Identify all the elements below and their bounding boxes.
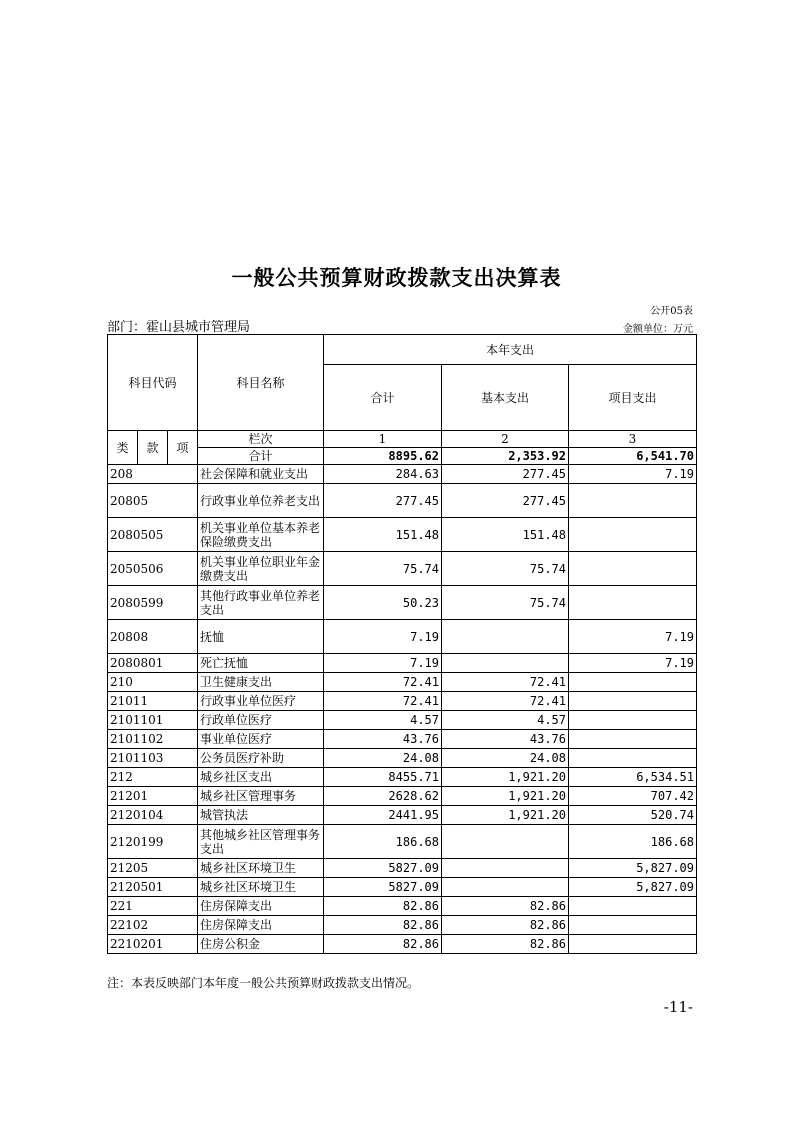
row-code: 20805 [108, 484, 198, 518]
table-row [108, 692, 697, 711]
table-row [108, 806, 697, 825]
row-project [569, 897, 697, 916]
table-row [108, 935, 697, 954]
row-total: 284.63 [324, 465, 442, 484]
row-name: 死亡抚恤 [198, 654, 324, 673]
table-row [108, 552, 697, 586]
header-code: 科目代码 [108, 335, 198, 431]
row-code: 2050506 [108, 552, 198, 586]
row-name: 城管执法 [198, 806, 324, 825]
table-row [108, 484, 697, 518]
row-basic: 82.86 [442, 916, 569, 935]
row-name: 城乡社区环境卫生 [198, 878, 324, 897]
row-name: 住房公积金 [198, 935, 324, 954]
row-basic [442, 620, 569, 654]
row-basic: 75.74 [442, 552, 569, 586]
table-row [108, 620, 697, 654]
row-name: 机关事业单位基本养老保险缴费支出 [198, 518, 324, 552]
row-code: 2120501 [108, 878, 198, 897]
row-total: 151.48 [324, 518, 442, 552]
row-project: 707.42 [569, 787, 697, 806]
row-code: 210 [108, 673, 198, 692]
row-total: 2628.62 [324, 787, 442, 806]
expenditure-table [107, 334, 697, 954]
row-name: 卫生健康支出 [198, 673, 324, 692]
page-number: -11- [663, 998, 693, 1016]
table-row [108, 878, 697, 897]
header-total: 合计 [324, 365, 442, 431]
row-name: 城乡社区环境卫生 [198, 859, 324, 878]
row-name: 住房保障支出 [198, 897, 324, 916]
row-project: 7.19 [569, 620, 697, 654]
row-project [569, 673, 697, 692]
row-basic [442, 878, 569, 897]
row-code: 2210201 [108, 935, 198, 954]
row-name: 行政事业单位养老支出 [198, 484, 324, 518]
row-total: 50.23 [324, 586, 442, 620]
header-name: 科目名称 [198, 335, 324, 431]
row-total: 82.86 [324, 916, 442, 935]
row-code: 21205 [108, 859, 198, 878]
row-project [569, 935, 697, 954]
row-total: 186.68 [324, 825, 442, 859]
row-basic: 82.86 [442, 935, 569, 954]
table-row [108, 586, 697, 620]
row-project: 7.19 [569, 465, 697, 484]
row-code: 212 [108, 768, 198, 787]
row-name: 社会保障和就业支出 [198, 465, 324, 484]
row-total: 82.86 [324, 935, 442, 954]
row-code: 20808 [108, 620, 198, 654]
row-total: 8455.71 [324, 768, 442, 787]
table-row [108, 787, 697, 806]
header-lei: 类 [108, 431, 138, 465]
row-name: 行政单位医疗 [198, 711, 324, 730]
row-project [569, 916, 697, 935]
row-basic: 1,921.20 [442, 768, 569, 787]
row-total: 277.45 [324, 484, 442, 518]
table-row [108, 859, 697, 878]
header-col3: 3 [569, 431, 697, 448]
row-basic: 24.08 [442, 749, 569, 768]
row-basic: 1,921.20 [442, 787, 569, 806]
row-basic: 1,921.20 [442, 806, 569, 825]
row-code: 2080599 [108, 586, 198, 620]
row-code: 2080505 [108, 518, 198, 552]
table-row [108, 897, 697, 916]
row-project: 6,534.51 [569, 768, 697, 787]
row-total: 2441.95 [324, 806, 442, 825]
header-xiang: 项 [168, 431, 198, 465]
row-code: 208 [108, 465, 198, 484]
row-total: 72.41 [324, 673, 442, 692]
row-basic [442, 859, 569, 878]
row-code: 221 [108, 897, 198, 916]
row-total: 7.19 [324, 654, 442, 673]
row-project [569, 730, 697, 749]
row-project: 5,827.09 [569, 878, 697, 897]
row-code: 2120104 [108, 806, 198, 825]
row-code: 2080801 [108, 654, 198, 673]
row-basic [442, 654, 569, 673]
row-name: 事业单位医疗 [198, 730, 324, 749]
table-row [108, 916, 697, 935]
table-row [108, 711, 697, 730]
row-name: 其他城乡社区管理事务支出 [198, 825, 324, 859]
row-basic [442, 825, 569, 859]
row-basic: 43.76 [442, 730, 569, 749]
row-basic: 75.74 [442, 586, 569, 620]
row-project [569, 749, 697, 768]
header-basic: 基本支出 [442, 365, 569, 431]
row-total: 72.41 [324, 692, 442, 711]
row-code: 21011 [108, 692, 198, 711]
header-year-expense: 本年支出 [324, 335, 697, 365]
row-project: 5,827.09 [569, 859, 697, 878]
row-name: 行政事业单位医疗 [198, 692, 324, 711]
row-project [569, 586, 697, 620]
row-code: 2101101 [108, 711, 198, 730]
header-col1: 1 [324, 431, 442, 448]
table-row [108, 730, 697, 749]
table-row [108, 518, 697, 552]
form-number: 公开05表 [650, 306, 693, 317]
row-total: 82.86 [324, 897, 442, 916]
row-name: 城乡社区支出 [198, 768, 324, 787]
table-row [108, 749, 697, 768]
row-project: 520.74 [569, 806, 697, 825]
row-basic: 82.86 [442, 897, 569, 916]
sum-basic: 2,353.92 [442, 448, 569, 465]
row-project [569, 711, 697, 730]
table-row [108, 673, 697, 692]
row-total: 24.08 [324, 749, 442, 768]
row-name: 公务员医疗补助 [198, 749, 324, 768]
row-total: 7.19 [324, 620, 442, 654]
row-code: 21201 [108, 787, 198, 806]
row-total: 5827.09 [324, 859, 442, 878]
row-name: 抚恤 [198, 620, 324, 654]
department-label: 部门：霍山县城市管理局 [107, 320, 251, 335]
row-name: 其他行政事业单位养老支出 [198, 586, 324, 620]
row-project [569, 518, 697, 552]
sum-total: 8895.62 [324, 448, 442, 465]
row-basic: 72.41 [442, 673, 569, 692]
row-project [569, 552, 697, 586]
row-project [569, 692, 697, 711]
header-lanci: 栏次 [198, 431, 324, 448]
table-row [108, 825, 697, 859]
table-row [108, 768, 697, 787]
row-basic: 72.41 [442, 692, 569, 711]
footnote: 注：本表反映部门本年度一般公共预算财政拨款支出情况。 [107, 976, 420, 990]
sum-project: 6,541.70 [569, 448, 697, 465]
row-code: 2101102 [108, 730, 198, 749]
header-project: 项目支出 [569, 365, 697, 431]
row-basic: 4.57 [442, 711, 569, 730]
row-code: 22102 [108, 916, 198, 935]
row-project: 7.19 [569, 654, 697, 673]
row-basic: 277.45 [442, 484, 569, 518]
sum-label: 合计 [198, 448, 324, 465]
page-title: 一般公共预算财政拨款支出决算表 [231, 265, 562, 290]
header-col2: 2 [442, 431, 569, 448]
row-name: 机关事业单位职业年金缴费支出 [198, 552, 324, 586]
row-name: 住房保障支出 [198, 916, 324, 935]
row-code: 2120199 [108, 825, 198, 859]
row-total: 4.57 [324, 711, 442, 730]
row-name: 城乡社区管理事务 [198, 787, 324, 806]
header-kuan: 款 [138, 431, 168, 465]
row-total: 43.76 [324, 730, 442, 749]
row-project [569, 484, 697, 518]
row-code: 2101103 [108, 749, 198, 768]
row-project: 186.68 [569, 825, 697, 859]
unit-label: 金额单位：万元 [623, 324, 693, 335]
row-basic: 151.48 [442, 518, 569, 552]
row-total: 75.74 [324, 552, 442, 586]
table-row [108, 465, 697, 484]
row-basic: 277.45 [442, 465, 569, 484]
row-total: 5827.09 [324, 878, 442, 897]
table-row [108, 654, 697, 673]
